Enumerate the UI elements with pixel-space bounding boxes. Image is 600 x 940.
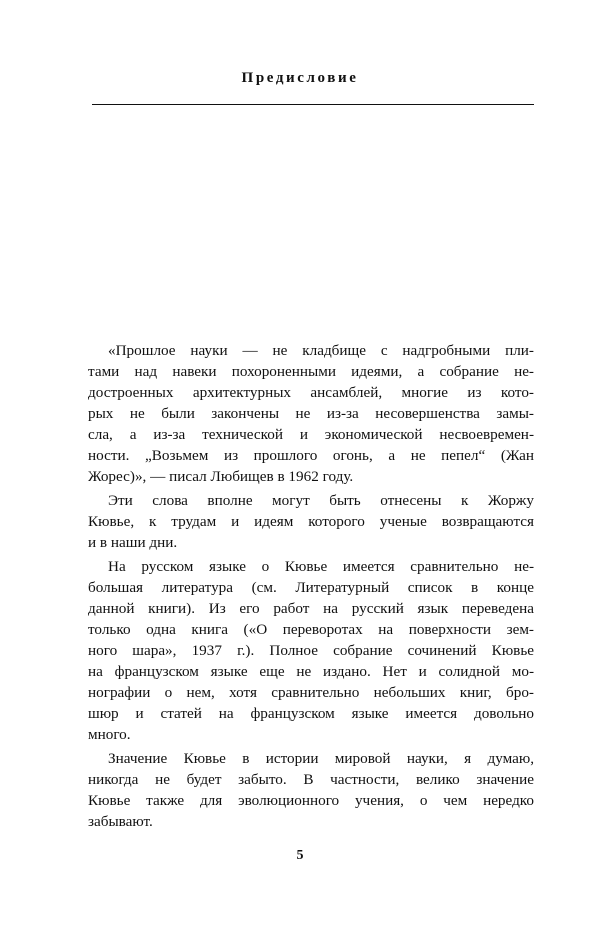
page-number: 5: [296, 848, 304, 863]
text-line: Значение Кювье в истории мировой науки, я думаю,: [108, 750, 534, 767]
page-title: Предисловие: [241, 70, 359, 86]
text-line: ного шара», 1937 г.). Полное собрание сочинений Кювье: [88, 642, 534, 659]
text-line: «Прошлое науки — не кладбище с надгробными пли-: [108, 342, 534, 359]
text-line: и в наши дни.: [88, 534, 178, 551]
text-line: Кювье, к трудам и идеям которого ученые возвращаются: [88, 513, 534, 530]
text-line: На русском языке о Кювье имеется сравнительно не-: [108, 558, 534, 575]
text-line: большая литература (см. Литературный список в конце: [88, 579, 534, 596]
text-line: достроенных архитектурных ансамблей, многие из кото-: [88, 384, 534, 401]
text-line: шюр и статей на французском языке имеется довольно: [88, 705, 534, 722]
text-line: много.: [88, 726, 131, 743]
title-rule: [92, 104, 534, 105]
paragraph-1: [88, 340, 534, 487]
text-line: данной книги). Из его работ на русский язык переведена: [88, 600, 534, 617]
text-line: Жорес)», — писал Любищев в 1962 году.: [88, 468, 354, 485]
text-line: Эти слова вполне могут быть отнесены к Жоржу: [108, 492, 534, 509]
text-line: на французском языке еще не издано. Нет и солидной мо-: [88, 663, 534, 680]
paragraph-4: [88, 748, 534, 832]
text-line: Кювье также для эволюционного учения, о чем нередко: [88, 792, 534, 809]
paragraph-3: [88, 556, 534, 745]
text-line: рых не были закончены не из-за несовершенства замы-: [88, 405, 534, 422]
text-line: ности. „Возьмем из прошлого огонь, а не пепел“ (Жан: [88, 447, 534, 464]
body-text: [88, 340, 534, 832]
paragraph-2: [88, 490, 534, 553]
text-line: только одна книга («О переворотах на поверхности зем-: [88, 621, 534, 638]
text-line: забывают.: [88, 813, 153, 830]
text-line: сла, а из-за технической и экономической несвоевремен-: [88, 426, 534, 443]
text-line: тами над навеки похороненными идеями, а собрание не-: [88, 363, 534, 380]
text-line: никогда не будет забыто. В частности, велико значение: [88, 771, 534, 788]
text-line: нографии о нем, хотя сравнительно небольших книг, бро-: [88, 684, 534, 701]
